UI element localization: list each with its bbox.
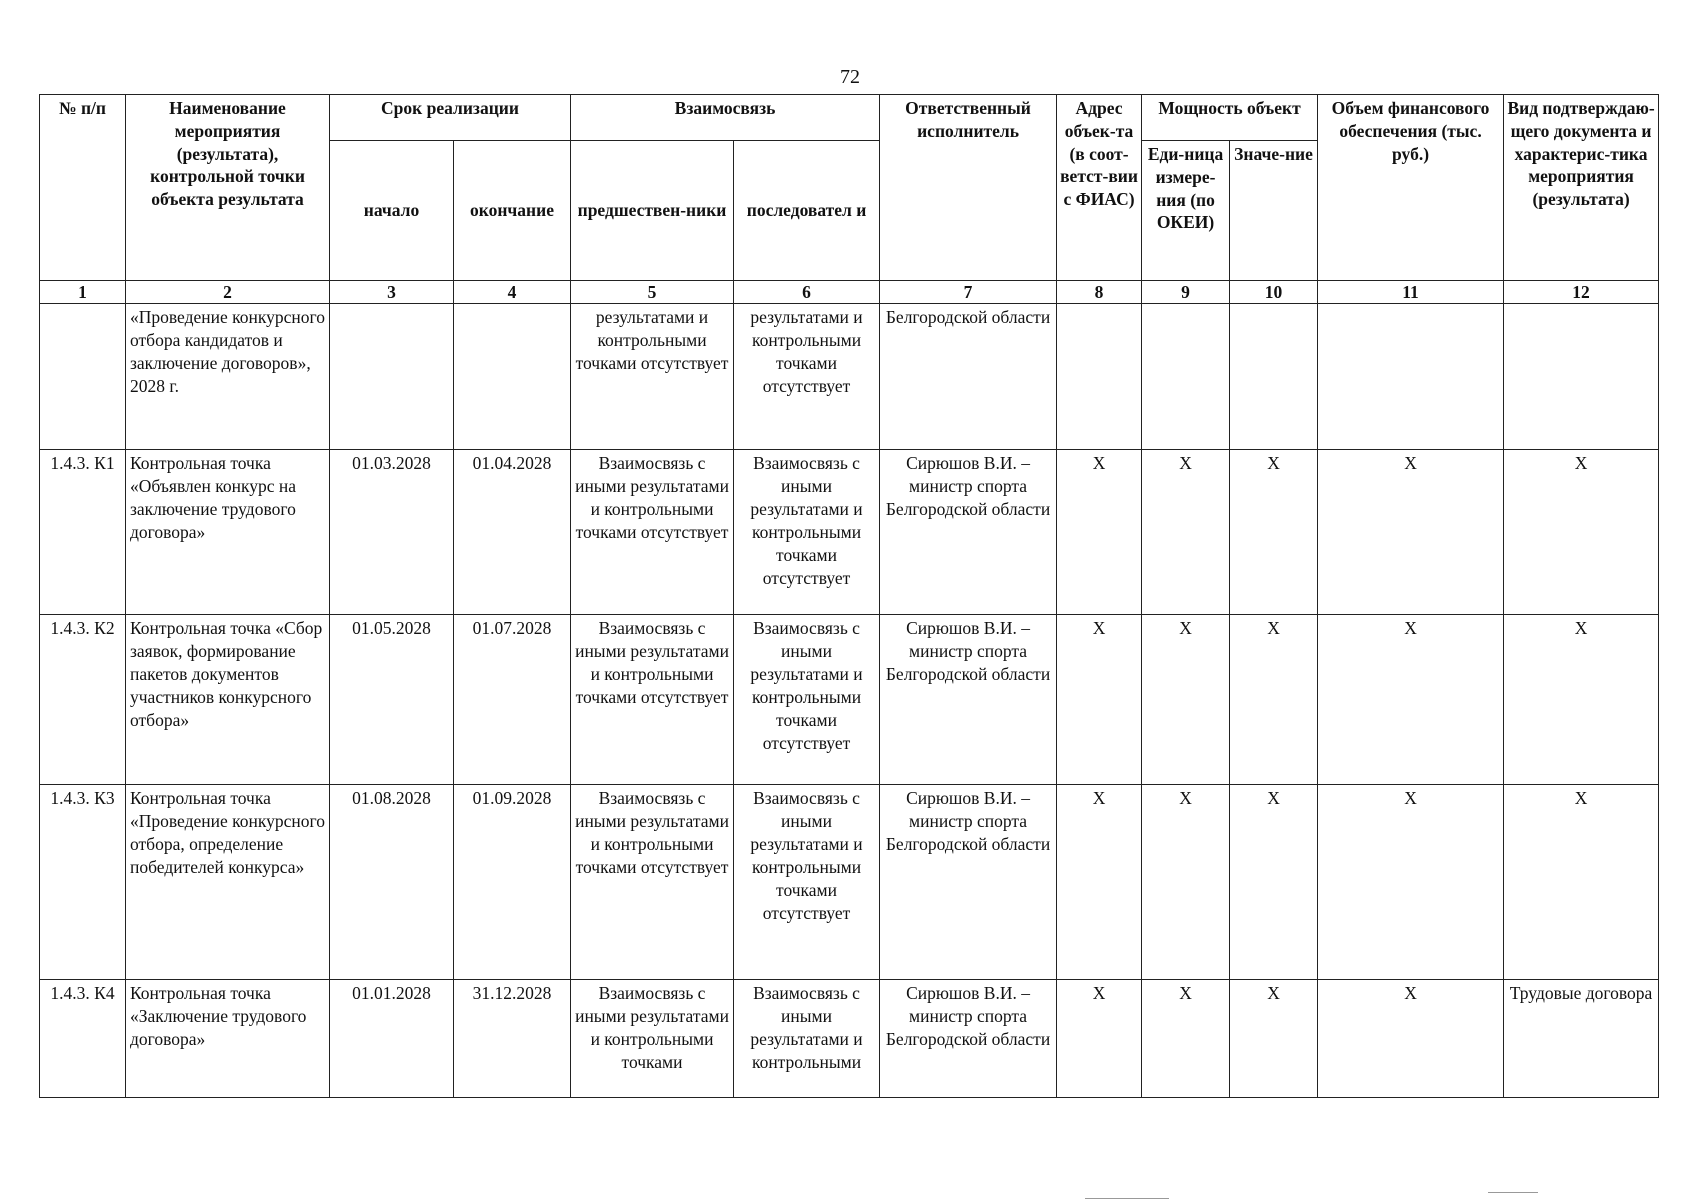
column-number: 10 xyxy=(1230,281,1318,304)
document: Х xyxy=(1504,450,1659,615)
header-moshchnost: Мощность объект xyxy=(1142,95,1318,141)
end-date: 01.04.2028 xyxy=(454,450,571,615)
column-number: 1 xyxy=(40,281,126,304)
responsible: Сирюшов В.И. – министр спорта Белгородской области xyxy=(880,450,1057,615)
predecessors: Взаимосвязь с иными результатами и контрольными точками отсутствует xyxy=(571,615,734,785)
table-row xyxy=(40,450,1659,615)
address: Х xyxy=(1057,615,1142,785)
footer-divider xyxy=(1488,1192,1538,1193)
header-financing: Объем финансового обеспечения (тыс. руб.) xyxy=(1318,95,1504,281)
header-address: Адрес объек-та (в соот-ветст-вии с ФИАС) xyxy=(1057,95,1142,281)
header-num: № п/п xyxy=(40,95,126,281)
unit: Х xyxy=(1142,785,1230,980)
header-document: Вид подтверждаю-щего документа и характерис-тика мероприятия (результата) xyxy=(1504,95,1659,281)
address: Х xyxy=(1057,980,1142,1098)
start-date: 01.03.2028 xyxy=(330,450,454,615)
row-number: 1.4.3. К2 xyxy=(40,615,126,785)
activity-name: Контрольная точка «Сбор заявок, формирование пакетов документов участников конкурсного отбора» xyxy=(126,615,330,785)
row-number: 1.4.3. К1 xyxy=(40,450,126,615)
start-date: 01.05.2028 xyxy=(330,615,454,785)
table-row xyxy=(40,785,1659,980)
page-number: 72 xyxy=(840,66,860,88)
end-date: 31.12.2028 xyxy=(454,980,571,1098)
unit: Х xyxy=(1142,450,1230,615)
row-number xyxy=(40,304,126,450)
unit xyxy=(1142,304,1230,450)
financing: Х xyxy=(1318,980,1504,1098)
successors: Взаимосвязь с иными результатами и контрольными точками отсутствует xyxy=(734,615,880,785)
responsible: Сирюшов В.И. – министр спорта Белгородской области xyxy=(880,785,1057,980)
row-number: 1.4.3. К3 xyxy=(40,785,126,980)
successors: Взаимосвязь с иными результатами и контрольными xyxy=(734,980,880,1098)
responsible: Сирюшов В.И. – министр спорта Белгородской области xyxy=(880,615,1057,785)
predecessors: результатами и контрольными точками отсутствует xyxy=(571,304,734,450)
financing: Х xyxy=(1318,785,1504,980)
header-srok: Срок реализации xyxy=(330,95,571,141)
row-number: 1.4.3. К4 xyxy=(40,980,126,1098)
financing: Х xyxy=(1318,615,1504,785)
column-number: 5 xyxy=(571,281,734,304)
document: Х xyxy=(1504,785,1659,980)
column-number: 3 xyxy=(330,281,454,304)
value: Х xyxy=(1230,785,1318,980)
responsible: Белгородской области xyxy=(880,304,1057,450)
header-unit: Еди-ница измере-ния (по ОКЕИ) xyxy=(1142,141,1230,281)
header-predecessors: предшествен-ники xyxy=(571,141,734,281)
column-number: 8 xyxy=(1057,281,1142,304)
table-header xyxy=(40,95,1659,304)
column-number: 9 xyxy=(1142,281,1230,304)
start-date: 01.08.2028 xyxy=(330,785,454,980)
successors: Взаимосвязь с иными результатами и контрольными точками отсутствует xyxy=(734,450,880,615)
column-number: 2 xyxy=(126,281,330,304)
value xyxy=(1230,304,1318,450)
address xyxy=(1057,304,1142,450)
column-number: 7 xyxy=(880,281,1057,304)
document: Трудовые договора xyxy=(1504,980,1659,1098)
predecessors: Взаимосвязь с иными результатами и контрольными точками xyxy=(571,980,734,1098)
header-vzaimosvyaz: Взаимосвязь xyxy=(571,95,880,141)
financing xyxy=(1318,304,1504,450)
footer-divider xyxy=(1085,1198,1169,1199)
successors: результатами и контрольными точками отсутствует xyxy=(734,304,880,450)
predecessors: Взаимосвязь с иными результатами и контрольными точками отсутствует xyxy=(571,785,734,980)
predecessors: Взаимосвязь с иными результатами и контрольными точками отсутствует xyxy=(571,450,734,615)
column-number: 12 xyxy=(1504,281,1659,304)
activity-name: Контрольная точка «Заключение трудового договора» xyxy=(126,980,330,1098)
header-successors: последовател и xyxy=(734,141,880,281)
activity-name: Контрольная точка «Проведение конкурсного отбора, определение победителей конкурса» xyxy=(126,785,330,980)
header-end: окончание xyxy=(454,141,571,281)
address: Х xyxy=(1057,450,1142,615)
start-date: 01.01.2028 xyxy=(330,980,454,1098)
header-name: Наименование мероприятия (результата), контрольной точки объекта результата xyxy=(126,95,330,281)
unit: Х xyxy=(1142,980,1230,1098)
successors: Взаимосвязь с иными результатами и контрольными точками отсутствует xyxy=(734,785,880,980)
end-date: 01.07.2028 xyxy=(454,615,571,785)
column-number: 6 xyxy=(734,281,880,304)
end-date xyxy=(454,304,571,450)
value: Х xyxy=(1230,615,1318,785)
end-date: 01.09.2028 xyxy=(454,785,571,980)
address: Х xyxy=(1057,785,1142,980)
value: Х xyxy=(1230,980,1318,1098)
header-value: Значе-ние xyxy=(1230,141,1318,281)
table-row xyxy=(40,304,1659,450)
value: Х xyxy=(1230,450,1318,615)
table-row xyxy=(40,615,1659,785)
column-number: 4 xyxy=(454,281,571,304)
financing: Х xyxy=(1318,450,1504,615)
header-start: начало xyxy=(330,141,454,281)
activity-name: «Проведение конкурсного отбора кандидатов и заключение договоров», 2028 г. xyxy=(126,304,330,450)
unit: Х xyxy=(1142,615,1230,785)
column-number: 11 xyxy=(1318,281,1504,304)
document: Х xyxy=(1504,615,1659,785)
activity-name: Контрольная точка «Объявлен конкурс на заключение трудового договора» xyxy=(126,450,330,615)
header-responsible: Ответственный исполнитель xyxy=(880,95,1057,281)
start-date xyxy=(330,304,454,450)
table-row xyxy=(40,980,1659,1098)
column-numbers-row xyxy=(40,281,1659,304)
responsible: Сирюшов В.И. – министр спорта Белгородской области xyxy=(880,980,1057,1098)
activities-table xyxy=(39,94,1659,1098)
document xyxy=(1504,304,1659,450)
